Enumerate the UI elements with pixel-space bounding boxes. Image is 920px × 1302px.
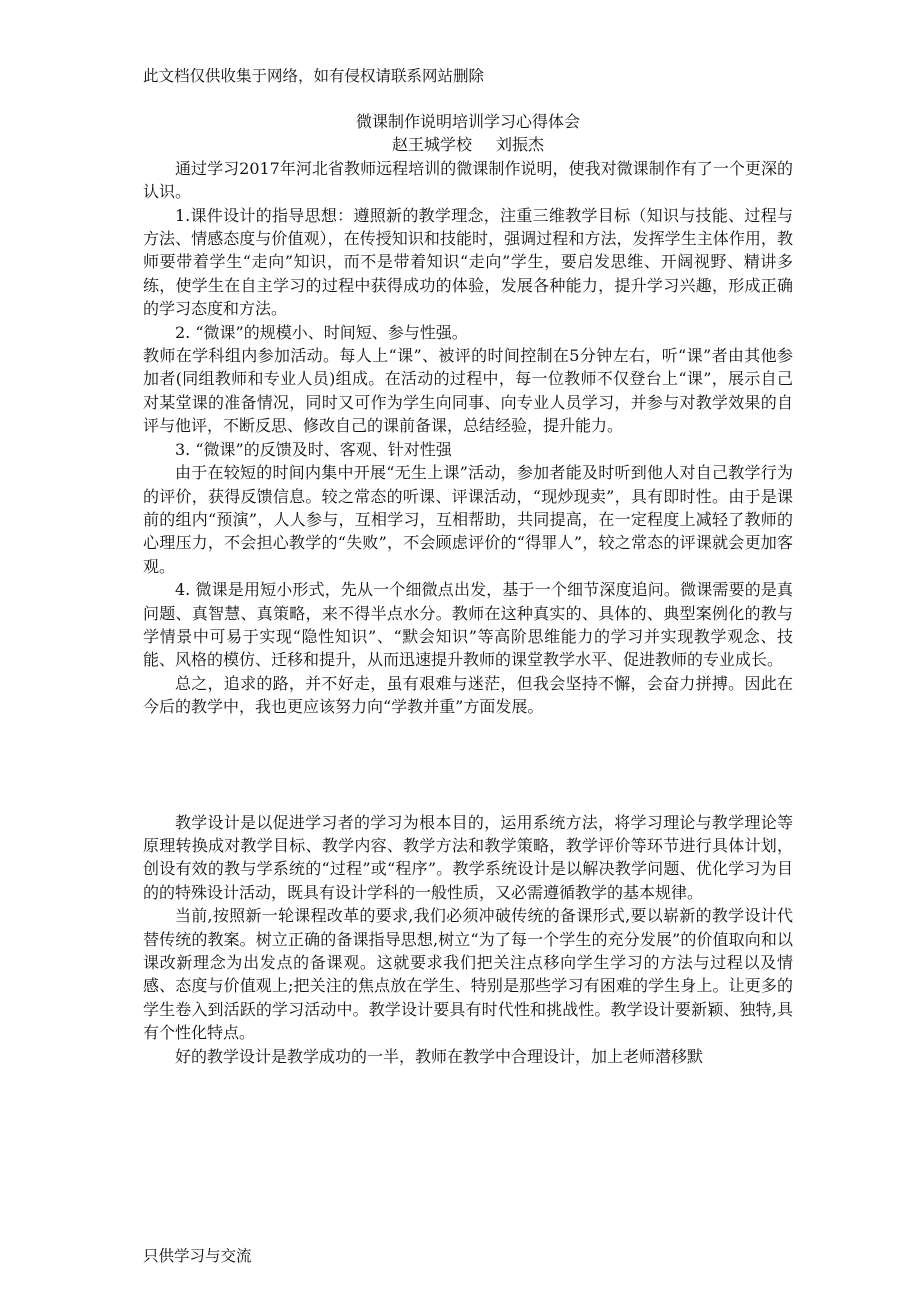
paragraph: 由于在较短的时间内集中开展“无生上课”活动，参加者能及时听到他人对自己教学行为的评价，获得反馈信息。较之常态的听课、评课活动，“现炒现卖”，具有即时性。由于是课前的组内“预演”，人人参与，互相学习，互相帮助，共同提高，在一定程度上减轻了教师的心理压力，不会担心教学的“失败”，不会顾虑评价的“得罪人”，较之常态的评课就会更加客观。 bbox=[143, 463, 793, 576]
author-line bbox=[143, 133, 793, 156]
paragraph: 1.课件设计的指导思想：遵照新的教学理念，注重三维教学目标（知识与技能、过程与方法、情感态度与价值观），在传授知识和技能时，强调过程和方法，发挥学生主体作用，教师要带着学生“走向”知识，而不是带着知识“走向”学生，要启发思维、开阔视野、精讲多练，使学生在自主学习的过程中获得成功的体验，发展各种能力，提升学习兴趣，形成正确的学习态度和方法。 bbox=[143, 205, 793, 319]
essay-section bbox=[143, 157, 793, 719]
paragraph: 2. “微课”的规模小、时间短、参与性强。 bbox=[175, 322, 468, 342]
paragraph: 总之，追求的路，并不好走，虽有艰难与迷茫，但我会坚持不懈，会奋力拼搏。因此在今后的教学中，我也更应该努力向“学教并重”方面发展。 bbox=[143, 673, 793, 717]
paragraph: 当前,按照新一轮课程改革的要求,我们必须冲破传统的备课形式,要以崭新的教学设计代替传统的教案。树立正确的备课指导思想,树立“为了每一个学生的充分发展”的价值取向和以课改新理念为出发点的备课观。这就要求我们把关注点移向学生学习的方法与过程以及情感、态度与价值观上;把关注的焦点放在学生、特别是那些学习有困难的学生身上。让更多的学生卷入到活跃的学习活动中。教学设计要具有时代性和挑战性。教学设计要新颖、独特,具有个性化特点。 bbox=[143, 906, 793, 1043]
paragraph: 教学设计是以促进学习者的学习为根本目的，运用系统方法，将学习理论与教学理论等原理转换成对教学目标、教学内容、教学方法和教学策略，教学评价等环节进行具体计划，创设有效的教与学系统的“过程”或“程序”。教学系统设计是以解决教学问题、优化学习为目的的特殊设计活动，既具有设计学科的一般性质，又必需遵循教学的基本规律。 bbox=[143, 812, 793, 902]
paragraph: 3. “微课”的反馈及时、客观、针对性强 bbox=[175, 439, 452, 459]
page-header: 此文档仅供收集于网络，如有侵权请联系网站删除 bbox=[143, 67, 485, 85]
paragraph: 好的教学设计是教学成功的一半，教师在教学中合理设计，加上老师潜移默 bbox=[175, 1046, 704, 1066]
document-title: 微课制作说明培训学习心得体会 bbox=[355, 112, 580, 131]
author-school: 赵王城学校 bbox=[391, 135, 472, 155]
author-name: 刘振杰 bbox=[496, 135, 545, 155]
paragraph: 教师在学科组内参加活动。每人上“课”、被评的时间控制在5分钟左右，听“课”者由其他参加者(同组教师和专业人员)组成。在活动的过程中，每一位教师不仅登台上“课”，展示自己对某堂课的准备情况，同时又可作为学生向同事、向专业人员学习，并参与对教学效果的自评与他评，不断反思、修改自己的课前备课，总结经验，提升能力。 bbox=[143, 346, 793, 436]
section-gap bbox=[143, 719, 793, 811]
paragraph: 通过学习2017年河北省教师远程培训的微课制作说明，使我对微课制作有了一个更深的认识。 bbox=[143, 158, 793, 202]
document-body bbox=[143, 110, 793, 1068]
teaching-design-section bbox=[143, 811, 793, 1068]
paragraph: 4. 微课是用短小形式，先从一个细微点出发，基于一个细节深度追问。微课需要的是真问题、真智慧、真策略，来不得半点水分。教师在这种真实的、具体的、典型案例化的教与学情景中可易于实现“隐性知识”、“默会知识”等高阶思维能力的学习并实现教学观念、技能、风格的模仿、迁移和提升，从而迅速提升教师的课堂教学水平、促进教师的专业成长。 bbox=[143, 580, 793, 670]
page-footer: 只供学习与交流 bbox=[143, 1247, 252, 1265]
